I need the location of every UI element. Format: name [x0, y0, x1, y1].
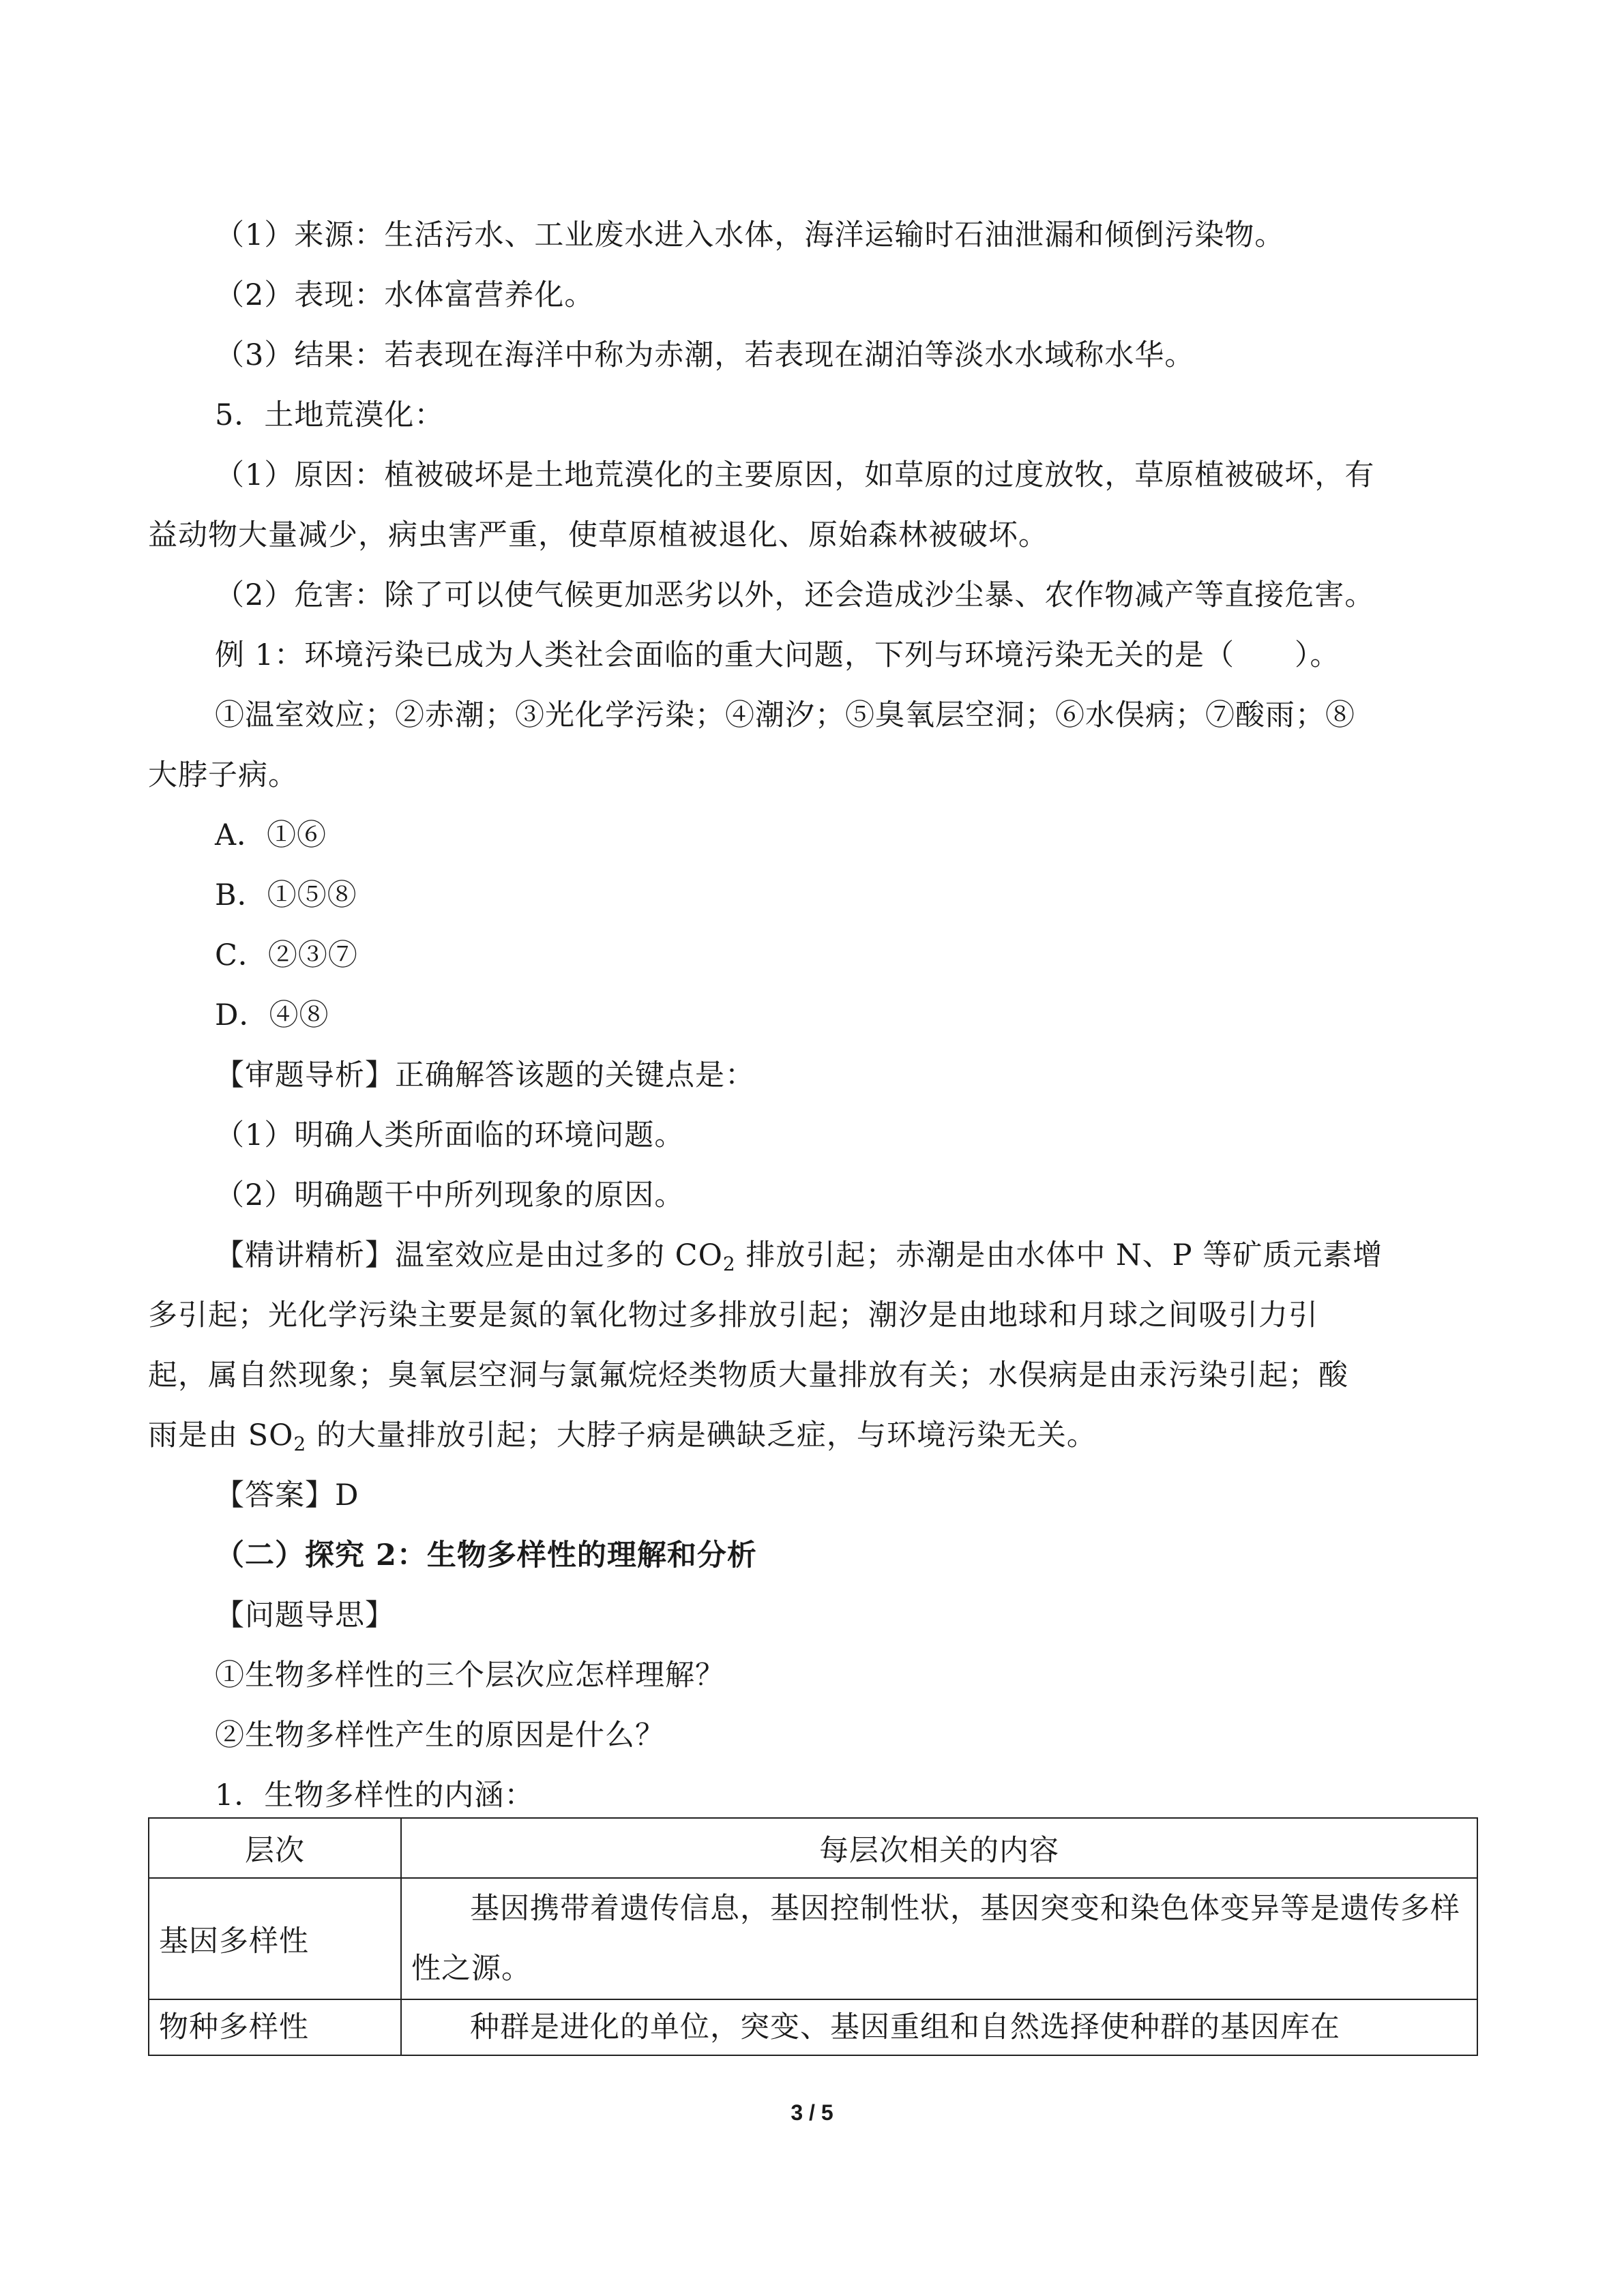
header-content: 每层次相关的内容: [401, 1818, 1477, 1878]
guide-point-2: （2）明确题干中所列现象的原因。: [215, 1178, 685, 1212]
row-level: 物种多样性: [149, 1999, 401, 2055]
guide-point-1: （1）明确人类所面临的环境问题。: [215, 1118, 685, 1152]
example-question: 例 1：环境污染已成为人类社会面临的重大问题，下列与环境污染无关的是（ ）。: [215, 638, 1340, 672]
section2-title: （二）探究 2：生物多样性的理解和分析: [215, 1538, 757, 1572]
analysis-line3: 起，属自然现象；臭氧层空洞与氯氟烷烃类物质大量排放有关；水俣病是由汞污染引起；酸: [148, 1358, 1348, 1392]
analysis-line4-text-b: 的大量排放引起；大脖子病是碘缺乏症，与环境污染无关。: [306, 1418, 1097, 1452]
desertification-cause-line2: 益动物大量减少，病虫害严重，使草原植被退化、原始森林被破坏。: [148, 518, 1048, 552]
analysis-line4-text-a: 雨是由 SO: [148, 1418, 294, 1452]
table-row: [149, 1999, 1477, 2055]
analysis-line2: 多引起；光化学污染主要是氮的氧化物过多排放引起；潮汐是由地球和月球之间吸引力引: [148, 1298, 1318, 1332]
desertification-heading: 5．土地荒漠化：: [215, 398, 445, 432]
analysis-line4: [148, 1416, 1097, 1455]
table-header-row: [149, 1818, 1477, 1878]
guide-title: 【审题导析】正确解答该题的关键点是：: [215, 1058, 755, 1092]
answer: 【答案】D: [215, 1478, 359, 1512]
connotation-heading: 1．生物多样性的内涵：: [215, 1778, 535, 1813]
desertification-cause-line1: （1）原因：植被破坏是土地荒漠化的主要原因，如草原的过度放牧，草原植被破坏，有: [215, 458, 1375, 492]
section2-question-1: ①生物多样性的三个层次应怎样理解？: [215, 1658, 725, 1693]
analysis-line1-text-b: 排放引起；赤潮是由水体中 N、P 等矿质元素增: [735, 1238, 1383, 1272]
analysis-line1-text-a: 【精讲精析】温室效应是由过多的 CO: [215, 1238, 723, 1272]
water-result: （3）结果：若表现在海洋中称为赤潮，若表现在湖泊等淡水水域称水华。: [215, 338, 1195, 372]
row-level: 基因多样性: [149, 1878, 401, 1999]
row-content: 种群是进化的单位，突变、基因重组和自然选择使种群的基因库在: [401, 1999, 1477, 2055]
page-number: 3 / 5: [791, 2100, 833, 2125]
option-c: C．②③⑦: [215, 938, 358, 972]
option-d: D．④⑧: [215, 998, 329, 1032]
example-items-line1: ①温室效应；②赤潮；③光化学污染；④潮汐；⑤臭氧层空洞；⑥水俣病；⑦酸雨；⑧: [215, 698, 1355, 732]
water-source: （1）来源：生活污水、工业废水进入水体，海洋运输时石油泄漏和倾倒污染物。: [215, 218, 1285, 252]
option-a: A．①⑥: [215, 818, 327, 852]
analysis-line1: [215, 1236, 1383, 1275]
option-b: B．①⑤⑧: [215, 878, 357, 912]
section2-question-2: ②生物多样性产生的原因是什么？: [215, 1718, 665, 1753]
so2-subscript: 2: [293, 1433, 307, 1455]
table-row: [149, 1878, 1477, 1999]
co2-subscript: 2: [722, 1253, 736, 1275]
row-content: 基因携带着遗传信息，基因控制性状，基因突变和染色体变异等是遗传多样性之源。: [401, 1878, 1477, 1999]
water-manifest: （2）表现：水体富营养化。: [215, 278, 595, 312]
biodiversity-table: [148, 1817, 1478, 2056]
example-items-line2: 大脖子病。: [148, 758, 298, 792]
section2-guide-title: 【问题导思】: [215, 1598, 395, 1632]
header-level: 层次: [149, 1818, 401, 1878]
desertification-harm: （2）危害：除了可以使气候更加恶劣以外，还会造成沙尘暴、农作物减产等直接危害。: [215, 578, 1375, 612]
